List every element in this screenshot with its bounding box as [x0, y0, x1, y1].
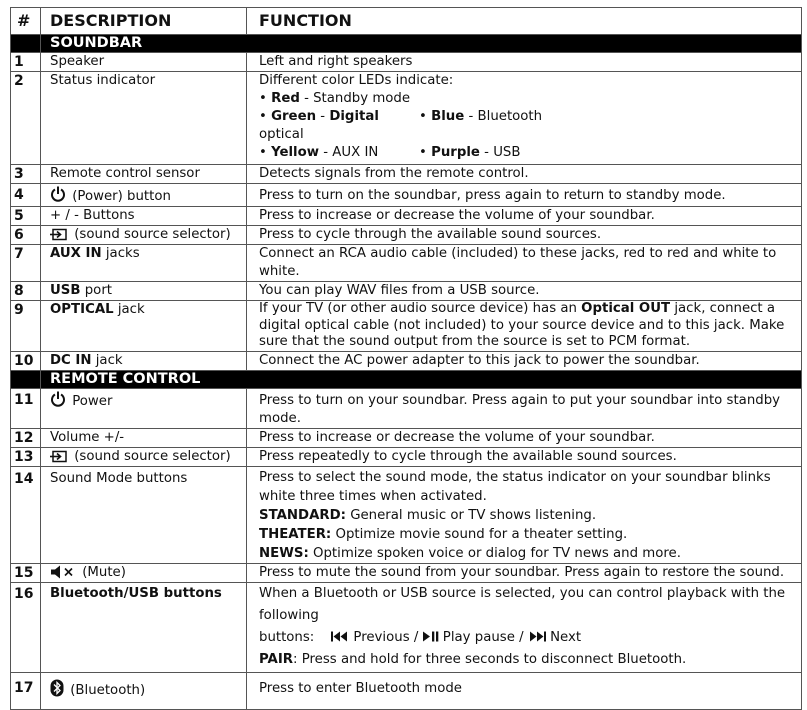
source-input-icon	[50, 450, 68, 463]
table-row: 5 + / - Buttons Press to increase or decrease the volume of your soundbar.	[11, 207, 802, 226]
table-row: 4 (Power) button Press to turn on the soundbar, press again to return to standby mode.	[11, 184, 802, 207]
table-row: 11 Power Press to turn on your soundbar. Press again to put your soundbar into standby mode.	[11, 388, 802, 428]
next-track-icon	[528, 631, 546, 642]
table-row: 12 Volume +/- Press to increase or decrease the volume of your soundbar.	[11, 428, 802, 447]
spec-table	[10, 7, 802, 710]
section-title-soundbar: SOUNDBAR	[41, 35, 802, 53]
table-row: 2 Status indicator Different color LEDs indicate: • Red - Standby mode • Green - Digital optical • Blue - Bluetooth • Yellow - AUX IN • Purple - USB	[11, 72, 802, 165]
table-row: 3 Remote control sensor Detects signals from the remote control.	[11, 165, 802, 184]
power-icon	[50, 391, 66, 408]
table-row: 8 USB port You can play WAV files from a USB source.	[11, 282, 802, 301]
table-row: 13 (sound source selector) Press repeatedly to cycle through the available sound sources.	[11, 447, 802, 466]
header-function: FUNCTION	[247, 8, 802, 35]
table-row: 6 (sound source selector) Press to cycle through the available sound sources.	[11, 226, 802, 245]
bluetooth-icon	[50, 679, 64, 697]
table-row: 9 OPTICAL jack If your TV (or other audio source device) has an Optical OUT jack, connect a digital optical cable (not included) to your source device and to this jack. Make sure that the sound output from the source is set to PCM format.	[11, 301, 802, 352]
header-row	[11, 8, 802, 35]
play-pause-icon	[423, 631, 439, 642]
section-title-remote: REMOTE CONTROL	[41, 370, 802, 388]
table-row: 16 Bluetooth/USB buttons When a Bluetooth or USB source is selected, you can control playback with the following buttons: Previous / Play pause / Next PAIR: Press and hold for three seconds to disconnect Bluetooth.	[11, 582, 802, 672]
header-num: #	[11, 8, 41, 35]
source-input-icon	[50, 228, 68, 241]
table-row: 7 AUX IN jacks Connect an RCA audio cable (included) to these jacks, red to red and white to white.	[11, 245, 802, 282]
section-row-soundbar	[11, 35, 802, 53]
status-indicator-cell: Different color LEDs indicate: • Red - Standby mode • Green - Digital optical • Blue - Bluetooth • Yellow - AUX IN • Purple - USB	[247, 72, 802, 165]
mute-icon	[50, 565, 76, 579]
header-description: DESCRIPTION	[41, 8, 247, 35]
section-row-remote	[11, 370, 802, 388]
table-row: 14 Sound Mode buttons Press to select the sound mode, the status indicator on your soundbar blinks white three times when activated. STANDARD: General music or TV shows listening. THEATER: Optimize movie sound for a theater setting. NEWS: Optimize spoken voice or dialog for TV news and more.	[11, 466, 802, 563]
power-icon	[50, 186, 66, 203]
table-row: 1 Speaker Left and right speakers	[11, 53, 802, 72]
previous-track-icon	[331, 631, 349, 642]
table-row: 10 DC IN jack Connect the AC power adapter to this jack to power the soundbar.	[11, 351, 802, 370]
table-row: 15 (Mute) Press to mute the sound from your soundbar. Press again to restore the sound.	[11, 563, 802, 582]
table-row: 17 (Bluetooth) Press to enter Bluetooth mode	[11, 672, 802, 709]
media-buttons-line: buttons: Previous / Play pause / Next	[259, 629, 582, 645]
